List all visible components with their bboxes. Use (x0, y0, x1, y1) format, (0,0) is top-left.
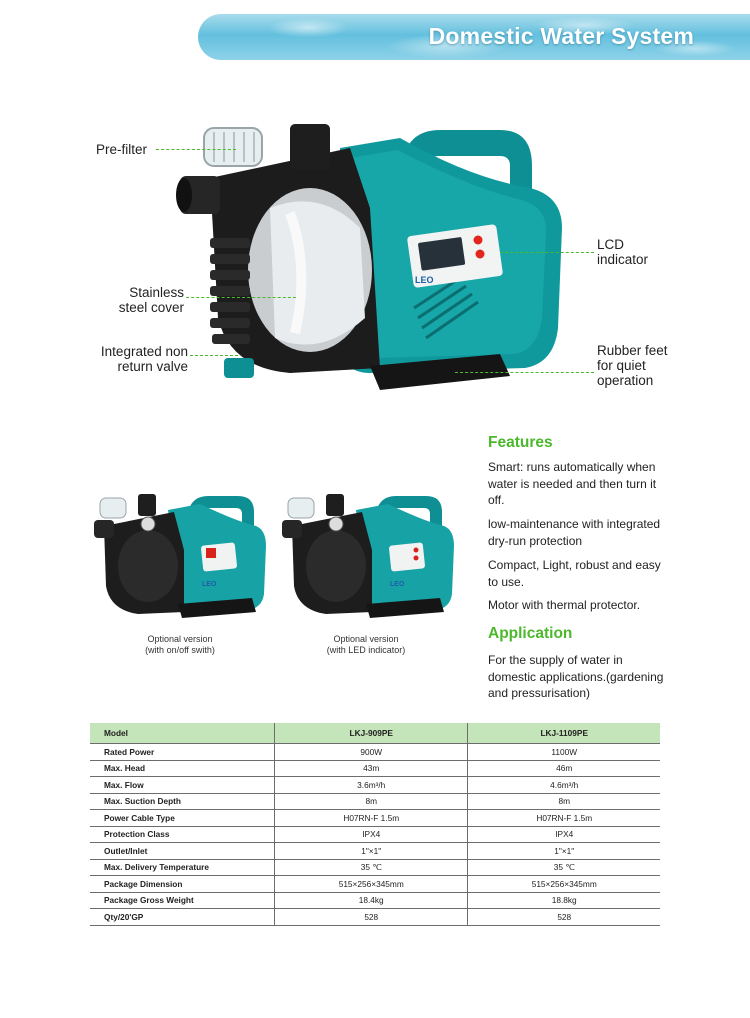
application-heading: Application (488, 625, 573, 642)
spec-value: IPX4 (468, 826, 660, 843)
table-row (90, 744, 660, 761)
brand-logo: LEO (415, 275, 434, 285)
spec-label: Protection Class (90, 826, 275, 843)
spec-table (90, 723, 660, 926)
spec-value: IPX4 (275, 826, 468, 843)
table-row (90, 892, 660, 909)
callout-stainless: Stainless steel cover (118, 285, 184, 315)
spec-value: 18.4kg (275, 892, 468, 909)
table-row (90, 810, 660, 827)
spec-value: H07RN-F 1.5m (468, 810, 660, 827)
brand-logo-small: LEO (390, 581, 405, 588)
version-caption-title: Optional version (147, 634, 213, 644)
spec-header-model: Model (90, 723, 275, 744)
version-caption-onoff (100, 634, 260, 656)
spec-label: Power Cable Type (90, 810, 275, 827)
table-row (90, 793, 660, 810)
spec-value: 46m (468, 760, 660, 777)
callout-lcd: LCD indicator (597, 237, 649, 267)
version-caption-title: Optional version (333, 634, 399, 644)
callout-valve: Integrated non return valve (100, 344, 188, 374)
callout-prefilter: Pre-filter (96, 142, 148, 157)
pump-onoff-image (88, 490, 268, 620)
spec-value: 4.6m³/h (468, 777, 660, 794)
spec-value: 1"×1" (468, 843, 660, 860)
spec-value: 515×256×345mm (275, 876, 468, 893)
application-text: For the supply of water in domestic applications.(gardening and pressurisation) (488, 653, 664, 700)
table-row (90, 859, 660, 876)
header-banner (198, 14, 750, 60)
spec-label: Outlet/Inlet (90, 843, 275, 860)
callout-feet: Rubber feet for quiet operation (597, 343, 668, 388)
spec-value: 1100W (468, 744, 660, 761)
feature-item: Motor with thermal protector. (488, 598, 641, 612)
spec-label: Max. Suction Depth (90, 793, 275, 810)
table-row (90, 777, 660, 794)
table-row (90, 760, 660, 777)
spec-value: 515×256×345mm (468, 876, 660, 893)
table-row (90, 826, 660, 843)
spec-label: Qty/20'GP (90, 909, 275, 926)
spec-label: Max. Flow (90, 777, 275, 794)
spec-table-header (90, 723, 660, 744)
spec-value: 528 (275, 909, 468, 926)
spec-value: 3.6m³/h (275, 777, 468, 794)
callout-prefilter-leader (156, 149, 236, 150)
spec-value: 18.8kg (468, 892, 660, 909)
spec-label: Max. Head (90, 760, 275, 777)
spec-label: Package Dimension (90, 876, 275, 893)
feature-item: low-maintenance with integrated dry-run protection (488, 517, 661, 548)
spec-value: 8m (468, 793, 660, 810)
version-caption-detail: (with LED indicator) (326, 645, 406, 655)
spec-value: 35 ℃ (468, 859, 660, 876)
spec-value: H07RN-F 1.5m (275, 810, 468, 827)
main-pump-image (170, 118, 570, 398)
spec-value: 43m (275, 760, 468, 777)
features-heading: Features (488, 434, 553, 451)
spec-header-col: LKJ-1109PE (468, 723, 660, 744)
spec-label: Rated Power (90, 744, 275, 761)
brand-logo-small: LEO (202, 581, 217, 588)
callout-lcd-leader (500, 252, 594, 253)
feature-item: Compact, Light, robust and easy to use. (488, 558, 661, 589)
spec-value: 8m (275, 793, 468, 810)
spec-header-col: LKJ-909PE (275, 723, 468, 744)
page-title: Domestic Water System (428, 23, 694, 49)
table-row (90, 843, 660, 860)
spec-value: 1"×1" (275, 843, 468, 860)
spec-value: 528 (468, 909, 660, 926)
spec-label: Package Gross Weight (90, 892, 275, 909)
feature-item: Smart: runs automatically when water is needed and then turn it off. (488, 460, 657, 507)
version-caption-led (286, 634, 446, 656)
spec-value: 900W (275, 744, 468, 761)
pump-led-image (276, 490, 456, 620)
spec-value: 35 ℃ (275, 859, 468, 876)
callout-valve-leader (190, 355, 238, 356)
callout-stainless-leader (186, 297, 296, 298)
version-caption-detail: (with on/off swith) (145, 645, 215, 655)
spec-label: Max. Delivery Temperature (90, 859, 275, 876)
callout-feet-leader (455, 372, 594, 373)
table-row (90, 876, 660, 893)
table-row (90, 909, 660, 926)
